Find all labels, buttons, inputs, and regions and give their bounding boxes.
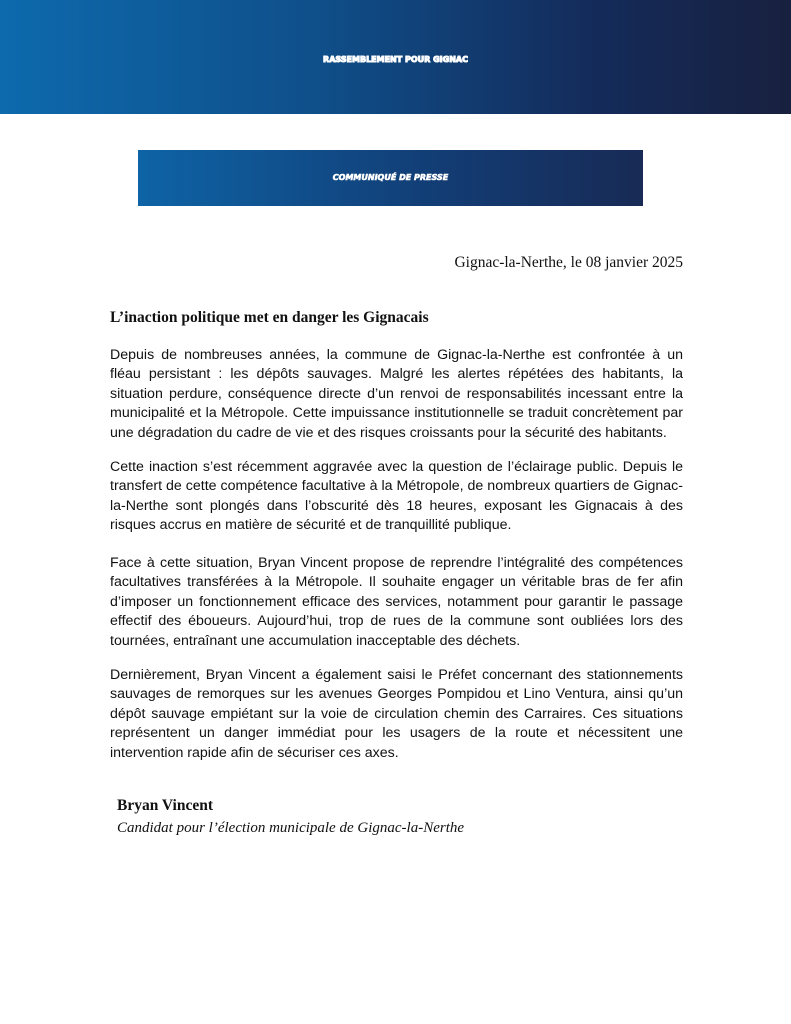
header-banner xyxy=(0,0,791,114)
date-line: Gignac-la-Nerthe, le 08 janvier 2025 xyxy=(454,254,683,271)
body-paragraph-4: Dernièrement, Bryan Vincent a également saisi le Préfet concernant des stationnements sauvages de remorques sur les avenues Georges Pompidou et Lino Ventura, ainsi qu’un dépôt sauvage empiétant sur la voie de circulation chemin des Carraires. Ces situations représentent un danger immédiat pour les usagers de la route et nécessitent une intervention rapide afin de sécuriser ces axes. xyxy=(110,667,683,761)
body-paragraph-3: Face à cette situation, Bryan Vincent propose de reprendre l’intégralité des compétences facultatives transférées à la Métropole. Il souhaite engager un véritable bras de fer afin d’imposer un fonctionnement efficace des services, notamment pour garantir le passage effectif des éboueurs. Aujourd’hui, trop de rues de la commune sont oubliées lors des tournées, entraînant une accumulation inacceptable des déchets. xyxy=(110,555,683,649)
headline: L’inaction politique met en danger les Gignacais xyxy=(110,309,429,326)
banner-title: RASSEMBLEMENT POUR GIGNAC xyxy=(323,55,468,64)
signature-name: Bryan Vincent xyxy=(117,797,214,814)
body-paragraph-1: Depuis de nombreuses années, la commune de Gignac-la-Nerthe est confrontée à un fléau persistant : les dépôts sauvages. Malgré les alertes répétées des habitants, la situation perdure, conséquence directe d’un renvoi de responsabilités incessant entre la municipalité et la Métropole. Cette impuissance institutionnelle se traduit concrètement par une dégradation du cadre de vie et des risques croissants pour la sécurité des habitants. xyxy=(110,347,683,441)
body-paragraph-2: Cette inaction s’est récemment aggravée avec la question de l’éclairage public. Depuis le transfert de cette compétence facultative à la Métropole, de nombreux quartiers de Gignac-la-Nerthe sont plongés dans l’obscurité dès 18 heures, exposant les Gignacais à des risques accrus en matière de sécurité et de tranquillité publique. xyxy=(110,459,683,534)
press-release-label-box xyxy=(138,150,643,206)
signature-role: Candidat pour l’élection municipale de Gignac-la-Nerthe xyxy=(117,820,465,836)
press-release-label: COMMUNIQUÉ DE PRESSE xyxy=(332,173,449,182)
